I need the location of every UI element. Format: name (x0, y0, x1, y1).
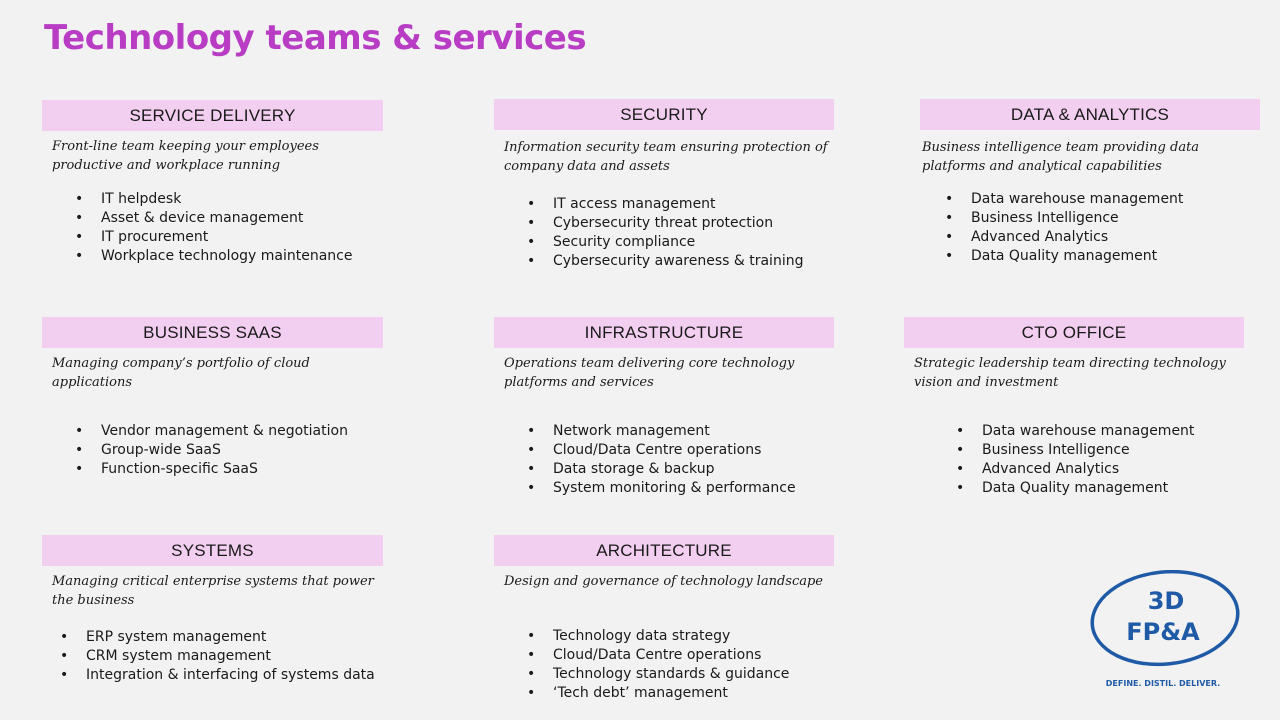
card-heading: SYSTEMS (42, 535, 383, 566)
card-systems (42, 535, 383, 683)
list-item: • Data Quality management (956, 480, 1169, 496)
list-item: • Workplace technology maintenance (75, 248, 353, 264)
logo-line1: 3D (1147, 587, 1185, 615)
service-list (494, 627, 834, 703)
list-item: • ERP system management (60, 629, 267, 645)
list-item: • Cybersecurity awareness & training (527, 253, 804, 269)
list-item: • Advanced Analytics (945, 229, 1109, 245)
card-description: Business intelligence team providing data platforms and analytical capabilities (922, 140, 1200, 174)
list-item: • Business Intelligence (956, 442, 1130, 458)
card-cto-office (904, 317, 1244, 496)
list-item: • Technology standards & guidance (527, 666, 790, 682)
list-item: • Technology data strategy (527, 628, 731, 644)
service-list (904, 422, 1244, 498)
list-item: • Data Quality management (945, 248, 1158, 264)
list-item: • IT access management (527, 196, 716, 212)
logo-line2: FP&A (1126, 618, 1200, 646)
logo-tagline: DEFINE. DISTIL. DELIVER. (1105, 679, 1221, 688)
service-list (42, 422, 383, 479)
list-item: • Group-wide SaaS (75, 442, 221, 458)
list-item: • Vendor management & negotiation (75, 423, 348, 439)
page-title: Technology teams & services (44, 18, 587, 58)
service-list (42, 628, 383, 685)
list-item: • System monitoring & performance (527, 480, 796, 496)
service-list (42, 190, 383, 266)
list-item: • Cybersecurity threat protection (527, 215, 774, 231)
card-data-analytics (920, 99, 1260, 264)
list-item: • Cloud/Data Centre operations (527, 442, 762, 458)
list-item: • Data storage & backup (527, 461, 715, 477)
card-description: Information security team ensuring protection of company data and assets (504, 140, 828, 174)
list-item: • Cloud/Data Centre operations (527, 647, 762, 663)
list-item: • Data warehouse management (956, 423, 1195, 439)
list-item: • IT procurement (75, 229, 209, 245)
brand-logo (1088, 570, 1244, 694)
card-description: Operations team delivering core technology platforms and services (504, 356, 795, 390)
card-heading: SERVICE DELIVERY (42, 100, 383, 131)
list-item: • Business Intelligence (945, 210, 1119, 226)
card-security (494, 99, 834, 269)
list-item: • Asset & device management (75, 210, 304, 226)
list-item: • Function-specific SaaS (75, 461, 258, 477)
card-description: Front-line team keeping your employees productive and workplace running (52, 139, 319, 173)
card-description: Design and governance of technology landscape (504, 574, 823, 589)
list-item: • ‘Tech debt’ management (527, 685, 728, 701)
list-item: • CRM system management (60, 648, 271, 664)
card-heading: DATA & ANALYTICS (920, 99, 1260, 130)
service-list (494, 422, 834, 498)
service-list (494, 195, 834, 271)
card-heading: SECURITY (494, 99, 834, 130)
card-heading: CTO OFFICE (904, 317, 1244, 348)
card-infrastructure (494, 317, 834, 496)
card-architecture (494, 535, 834, 701)
card-heading: ARCHITECTURE (494, 535, 834, 566)
list-item: • Security compliance (527, 234, 696, 250)
card-heading: INFRASTRUCTURE (494, 317, 834, 348)
card-heading: BUSINESS SAAS (42, 317, 383, 348)
list-item: • IT helpdesk (75, 191, 182, 207)
list-item: • Data warehouse management (945, 191, 1184, 207)
card-service-delivery (42, 100, 383, 264)
card-description: Managing company’s portfolio of cloud applications (52, 356, 310, 390)
service-list (920, 190, 1260, 266)
list-item: • Advanced Analytics (956, 461, 1120, 477)
card-description: Managing critical enterprise systems that power the business (52, 574, 374, 608)
list-item: • Integration & interfacing of systems data (60, 667, 375, 683)
list-item: • Network management (527, 423, 710, 439)
card-description: Strategic leadership team directing technology vision and investment (914, 356, 1226, 390)
card-business-saas (42, 317, 383, 477)
